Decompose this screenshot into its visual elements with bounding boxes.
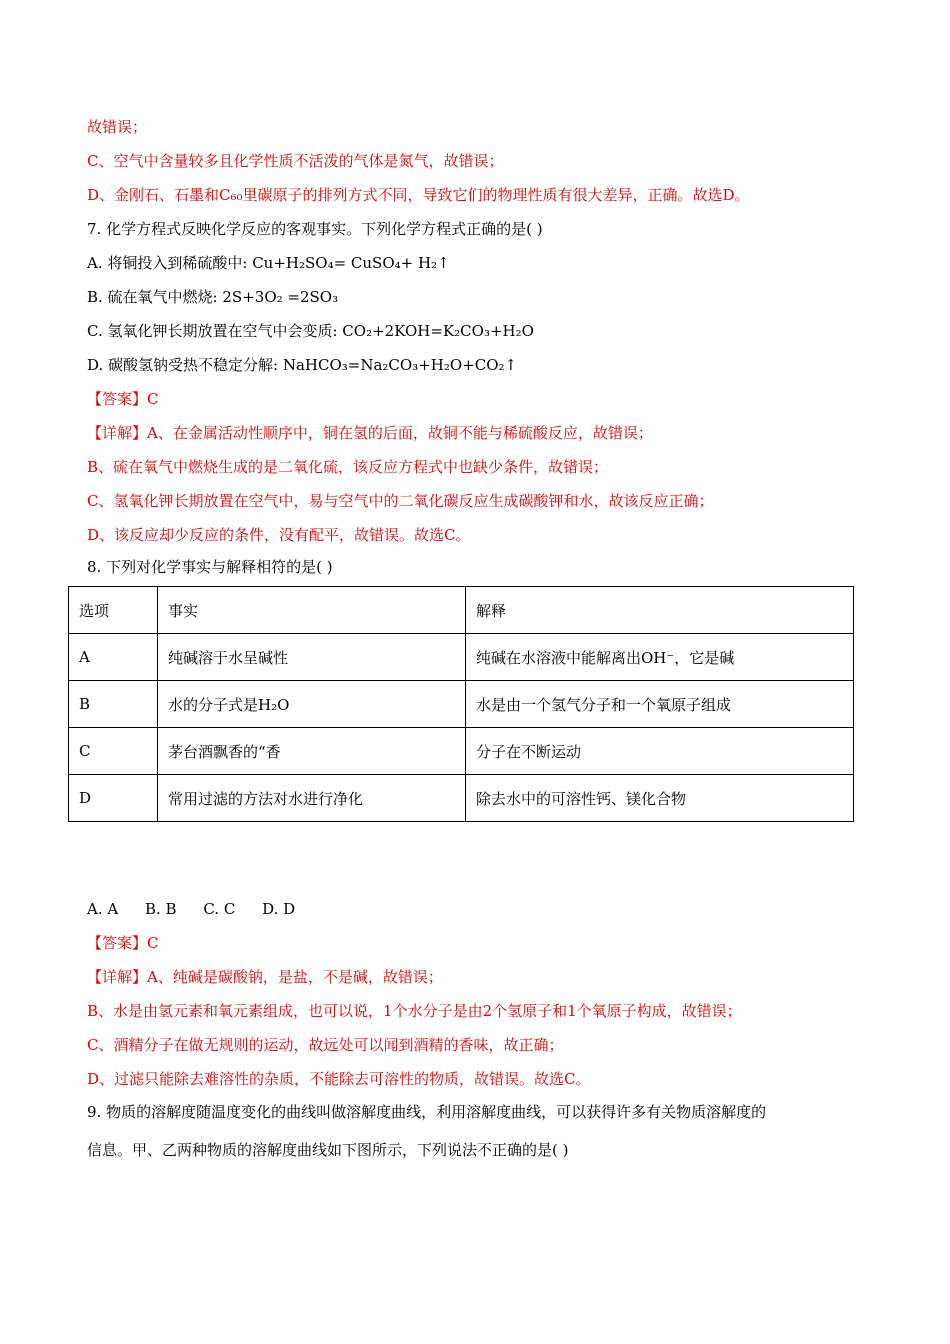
q7-answer-tag: 【答案】 [87, 390, 148, 408]
table-cell: D [69, 775, 158, 822]
table-row [69, 728, 854, 775]
table-row [69, 634, 854, 681]
q7-detail-line-1 [87, 423, 653, 443]
q7-detail-line-3: C、氢氧化钾长期放置在空气中，易与空气中的二氧化碳反应生成碳酸钾和水，故该反应正确； [87, 492, 714, 510]
q8-detail-first: A、纯碱是碳酸钠，是盐，不是碱，故错误； [147, 968, 443, 986]
q8-answer [87, 933, 159, 953]
table-row [69, 775, 854, 822]
q8-option-b: B. B [144, 900, 177, 918]
q7-answer [87, 389, 159, 409]
q7-option-c: C. 氢氧化钾长期放置在空气中会变质: CO₂+2KOH=K₂CO₃+H₂O [87, 322, 534, 340]
q8-option-d: D. D [262, 900, 296, 918]
table-cell: C [69, 728, 158, 775]
table-cell: 水的分子式是H₂O [158, 681, 466, 728]
q7-option-b: B. 硫在氧气中燃烧: 2S+3O₂ =2SO₃ [87, 288, 339, 306]
q8-answer-tag: 【答案】 [87, 934, 148, 952]
q8-option-a: A. A [87, 900, 119, 918]
q7-stem: 7. 化学方程式反映化学反应的客观事实。下列化学方程式正确的是( ) [87, 220, 543, 238]
table-cell: 纯碱在水溶液中能解离出OH⁻，它是碱 [466, 634, 854, 681]
table-header-row [69, 587, 854, 634]
q7-detail-first: A、在金属活动性顺序中，铜在氢的后面，故铜不能与稀硫酸反应，故错误； [147, 424, 653, 442]
table-cell: 茅台酒飘香的“香 [158, 728, 466, 775]
table-cell: 分子在不断运动 [466, 728, 854, 775]
q7-detail-line-4: D、该反应却少反应的条件，没有配平，故错误。故选C。 [87, 526, 471, 544]
table-header-cell: 事实 [158, 587, 466, 634]
table-cell: 水是由一个氢气分子和一个氧原子组成 [466, 681, 854, 728]
q8-answer-value: C [147, 934, 159, 952]
table-cell: 纯碱溶于水呈碱性 [158, 634, 466, 681]
q8-detail-line-2: B、水是由氢元素和氧元素组成，也可以说，1个水分子是由2个氢原子和1个氧原子构成，故错误； [87, 1002, 742, 1020]
table-cell: B [69, 681, 158, 728]
table-row [69, 681, 854, 728]
table-header-cell: 解释 [466, 587, 854, 634]
q8-detail-line-1 [87, 967, 443, 987]
table-header-cell: 选项 [69, 587, 158, 634]
q8-detail-line-3: C、酒精分子在做无规则的运动，故远处可以闻到酒精的香味，故正确； [87, 1036, 564, 1054]
q8-options [87, 899, 317, 919]
q6-detail-line-2: C、空气中含量较多且化学性质不活泼的气体是氮气，故错误； [87, 152, 504, 170]
q8-table [68, 586, 854, 822]
q8-detail-tag: 【详解】 [87, 968, 148, 986]
table-cell: 常用过滤的方法对水进行净化 [158, 775, 466, 822]
q8-option-c: C. C [203, 900, 236, 918]
q6-detail-line-3: D、金刚石、石墨和C₆₀里碳原子的排列方式不同，导致它们的物理性质有很大差异，正确。故选D。 [87, 186, 750, 204]
q9-stem-line-2: 信息。甲、乙两种物质的溶解度曲线如下图所示，下列说法不正确的是( ) [87, 1141, 569, 1159]
q7-option-d: D. 碳酸氢钠受热不稳定分解: NaHCO₃=Na₂CO₃+H₂O+CO₂↑ [87, 356, 518, 374]
q6-detail-line-1: 故错误； [87, 118, 148, 136]
q7-detail-line-2: B、硫在氧气中燃烧生成的是二氧化硫，该反应方程式中也缺少条件，故错误； [87, 458, 609, 476]
table-cell: A [69, 634, 158, 681]
q8-stem: 8. 下列对化学事实与解释相符的是( ) [87, 558, 333, 576]
q8-detail-line-4: D、过滤只能除去难溶性的杂质，不能除去可溶性的物质，故错误。故选C。 [87, 1070, 591, 1088]
q7-answer-value: C [147, 390, 159, 408]
table-cell: 除去水中的可溶性钙、镁化合物 [466, 775, 854, 822]
q9-stem-line-1: 9. 物质的溶解度随温度变化的曲线叫做溶解度曲线，利用溶解度曲线，可以获得许多有关物质溶解度的 [87, 1103, 767, 1121]
q7-option-a: A. 将铜投入到稀硫酸中: Cu+H₂SO₄= CuSO₄+ H₂↑ [87, 254, 450, 272]
q7-detail-tag: 【详解】 [87, 424, 148, 442]
